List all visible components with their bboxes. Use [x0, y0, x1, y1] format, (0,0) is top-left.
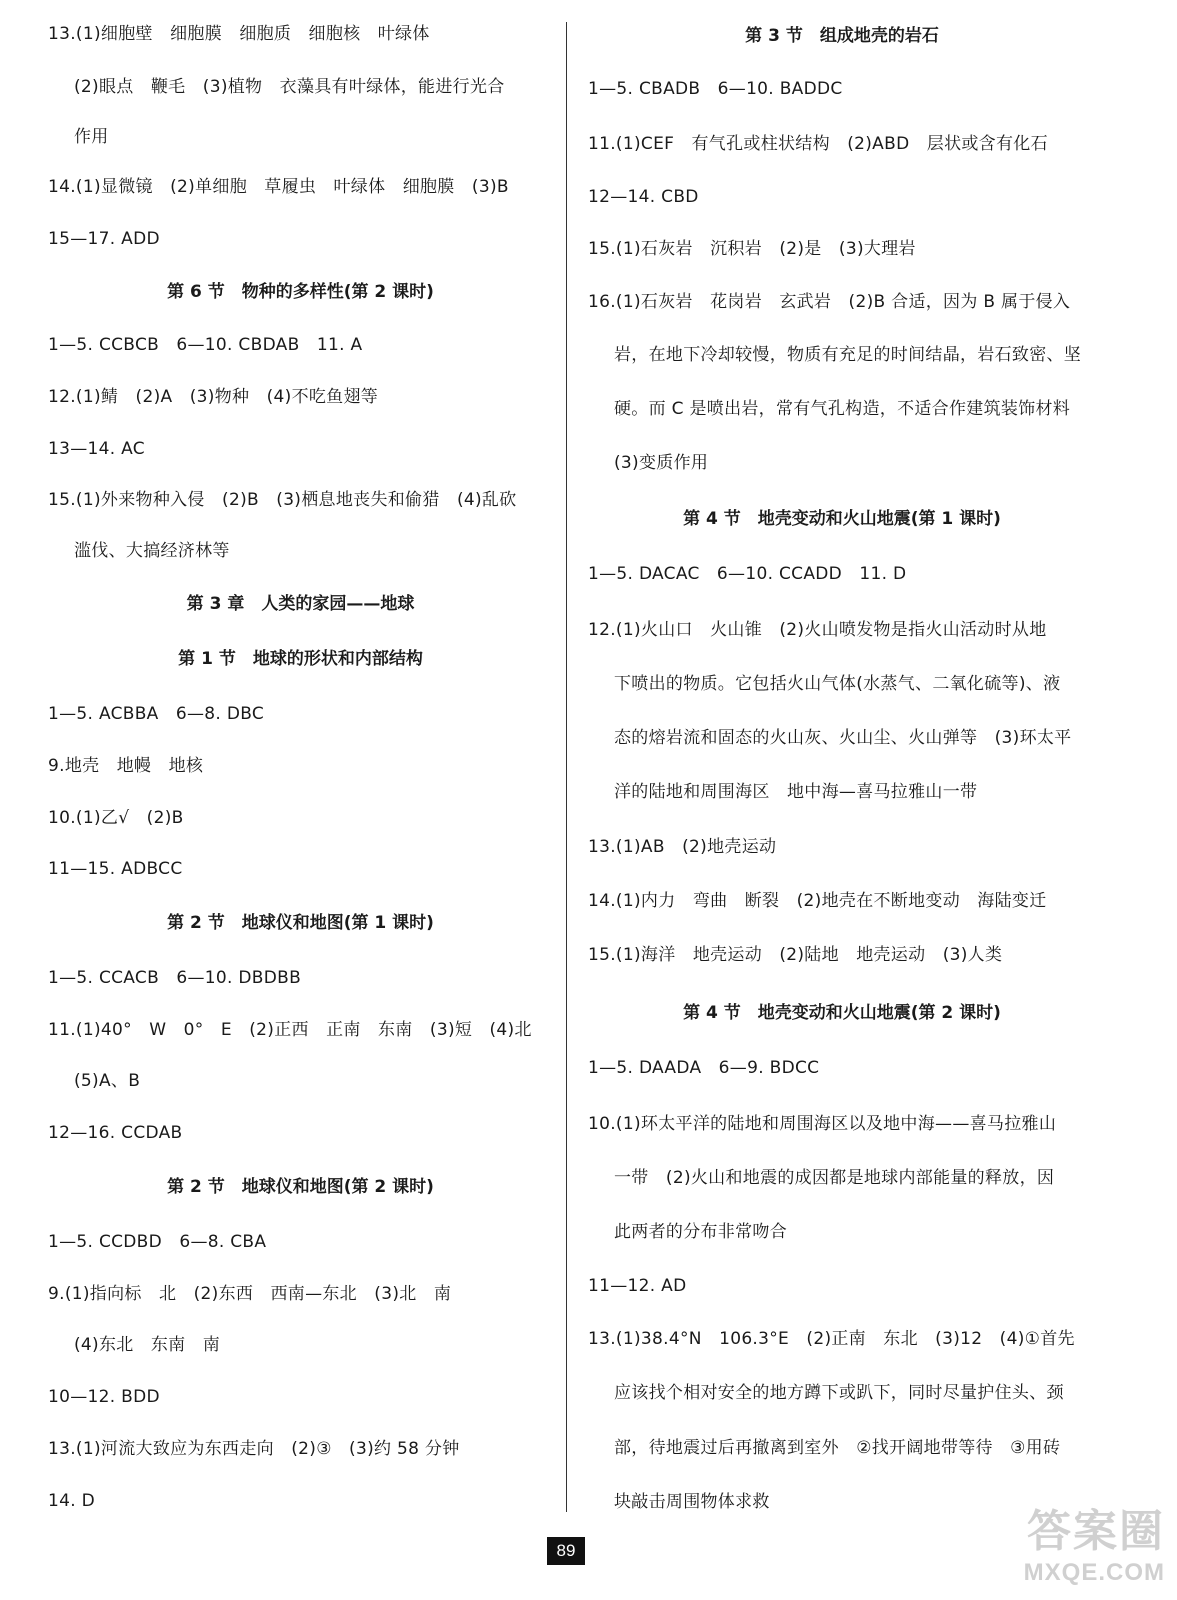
answer-line: 1—5. CCACB 6—10. DBDBB	[48, 968, 302, 988]
answer-line: 作用	[74, 127, 109, 147]
answer-line: 硬。而 C 是喷出岩，常有气孔构造，不适合作建筑装饰材料	[614, 399, 1071, 419]
answer-line: 13.(1)细胞壁 细胞膜 细胞质 细胞核 叶绿体	[48, 24, 430, 44]
answer-line: 12—16. CCDAB	[48, 1123, 183, 1143]
answer-line: 11—12. AD	[588, 1276, 687, 1296]
chapter-heading: 第 3 章 人类的家园——地球	[186, 594, 415, 614]
answer-line: 一带 (2)火山和地震的成因都是地球内部能量的释放，因	[614, 1168, 1055, 1188]
answer-line: 洋的陆地和周围海区 地中海—喜马拉雅山一带	[614, 782, 978, 802]
answer-line: 应该找个相对安全的地方蹲下或趴下，同时尽量护住头、颈	[614, 1383, 1064, 1403]
answer-line: 12.(1)火山口 火山锥 (2)火山喷发物是指火山活动时从地	[588, 620, 1047, 640]
answer-line: 1—5. CBADB 6—10. BADDC	[588, 79, 843, 99]
answer-line: 15.(1)海洋 地壳运动 (2)陆地 地壳运动 (3)人类	[588, 945, 1003, 965]
answer-line: 11.(1)40° W 0° E (2)正西 正南 东南 (3)短 (4)北	[48, 1020, 532, 1040]
answer-line: 10.(1)乙√ (2)B	[48, 808, 184, 828]
answer-line: 部，待地震过后再撤离到室外 ②找开阔地带等待 ③用砖	[614, 1438, 1061, 1458]
answer-line: 16.(1)石灰岩 花岗岩 玄武岩 (2)B 合适，因为 B 属于侵入	[588, 292, 1071, 312]
section-heading: 第 4 节 地壳变动和火山地震(第 2 课时)	[683, 1003, 1001, 1023]
answer-line: 滥伐、大搞经济林等	[74, 541, 230, 561]
answer-line: 1—5. CCDBD 6—8. CBA	[48, 1232, 267, 1252]
answer-line: 下喷出的物质。它包括火山气体(水蒸气、二氧化硫等)、液	[614, 674, 1061, 694]
answer-line: 13.(1)AB (2)地壳运动	[588, 837, 777, 857]
answer-line: 13—14. AC	[48, 439, 145, 459]
section-heading: 第 1 节 地球的形状和内部结构	[178, 649, 423, 669]
answer-line: 1—5. DACAC 6—10. CCADD 11. D	[588, 564, 907, 584]
watermark	[975, 1505, 1165, 1595]
section-heading: 第 2 节 地球仪和地图(第 1 课时)	[167, 913, 434, 933]
page-number: 89	[547, 1537, 585, 1565]
answer-line: 9.地壳 地幔 地核	[48, 756, 204, 776]
column-divider	[566, 22, 567, 1512]
answer-line: 1—5. CCBCB 6—10. CBDAB 11. A	[48, 335, 363, 355]
answer-line: 态的熔岩流和固态的火山灰、火山尘、火山弹等 (3)环太平	[614, 728, 1072, 748]
answer-line: 15.(1)石灰岩 沉积岩 (2)是 (3)大理岩	[588, 239, 916, 259]
answer-line: 12—14. CBD	[588, 187, 699, 207]
answer-line: 10—12. BDD	[48, 1387, 160, 1407]
watermark-logo: 答案圈	[1027, 1506, 1165, 1557]
answer-line: 12.(1)鲭 (2)A (3)物种 (4)不吃鱼翅等	[48, 387, 379, 407]
answer-line: (3)变质作用	[614, 453, 709, 473]
section-heading: 第 4 节 地壳变动和火山地震(第 1 课时)	[683, 509, 1001, 529]
answer-line: 11—15. ADBCC	[48, 859, 183, 879]
section-heading: 第 2 节 地球仪和地图(第 2 课时)	[167, 1177, 434, 1197]
answer-line: 15.(1)外来物种入侵 (2)B (3)栖息地丧失和偷猎 (4)乱砍	[48, 490, 517, 510]
answer-line: 岩，在地下冷却较慢，物质有充足的时间结晶，岩石致密、坚	[614, 345, 1082, 365]
answer-line: 此两者的分布非常吻合	[614, 1222, 787, 1242]
answer-line: 1—5. ACBBA 6—8. DBC	[48, 704, 265, 724]
answer-line: 块敲击周围物体求救	[614, 1492, 770, 1512]
answer-line: 14. D	[48, 1491, 96, 1511]
answer-line: (4)东北 东南 南	[74, 1335, 221, 1355]
answer-line: 1—5. DAADA 6—9. BDCC	[588, 1058, 820, 1078]
section-heading: 第 3 节 组成地壳的岩石	[745, 26, 939, 46]
answer-line: 9.(1)指向标 北 (2)东西 西南—东北 (3)北 南	[48, 1284, 452, 1304]
answer-line: 14.(1)内力 弯曲 断裂 (2)地壳在不断地变动 海陆变迁	[588, 891, 1047, 911]
answer-line: (2)眼点 鞭毛 (3)植物 衣藻具有叶绿体，能进行光合	[74, 77, 505, 97]
answer-line: 13.(1)38.4°N 106.3°E (2)正南 东北 (3)12 (4)①首先	[588, 1329, 1075, 1349]
section-heading: 第 6 节 物种的多样性(第 2 课时)	[167, 282, 434, 302]
answer-line: 13.(1)河流大致应为东西走向 (2)③ (3)约 58 分钟	[48, 1439, 460, 1459]
answer-line: 10.(1)环太平洋的陆地和周围海区以及地中海——喜马拉雅山	[588, 1114, 1057, 1134]
answer-line: 14.(1)显微镜 (2)单细胞 草履虫 叶绿体 细胞膜 (3)B	[48, 177, 509, 197]
watermark-site: MXQE.COM	[1023, 1559, 1165, 1586]
answer-line: 15—17. ADD	[48, 229, 160, 249]
answer-line: 11.(1)CEF 有气孔或柱状结构 (2)ABD 层状或含有化石	[588, 134, 1048, 154]
answer-line: (5)A、B	[74, 1071, 141, 1091]
